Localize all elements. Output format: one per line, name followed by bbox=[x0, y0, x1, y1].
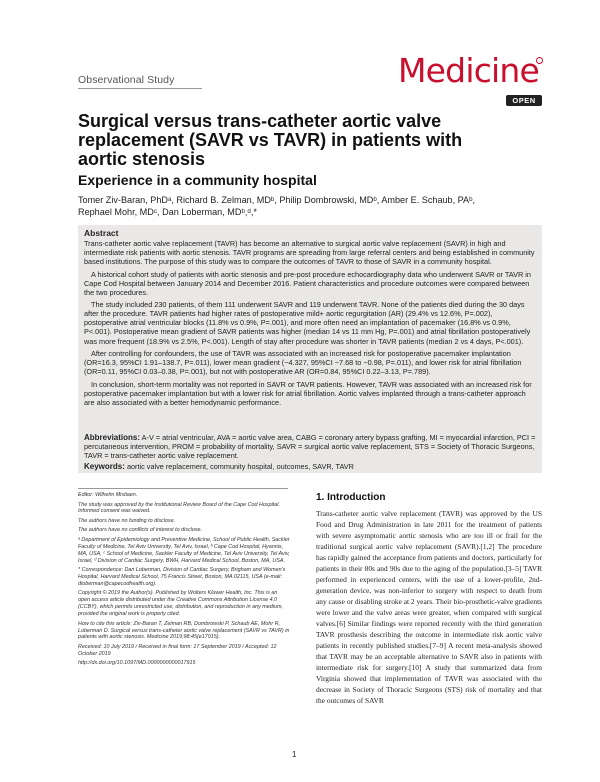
editor-note: Editor: Wilhelm Mistiaen. bbox=[78, 492, 138, 498]
section-divider bbox=[78, 88, 202, 89]
section-label: Observational Study bbox=[78, 74, 175, 86]
abstract-paragraph: In conclusion, short-term mortality was not reported in SAVR or TAVR patients. However, TAVR was associated with an increased risk for postoperative pacemaker implantation but with a lower risk for atrial fibrillation. Aortic valves implanted through a trans-catheter approach are also associated with a better hemodynamic performance. bbox=[84, 379, 532, 407]
article-title: Surgical versus trans-catheter aortic valve replacement (SAVR vs TAVR) in patients with aortic stenosis bbox=[78, 111, 463, 169]
introduction-heading: 1. Introduction bbox=[316, 492, 386, 503]
abbreviations-text: A-V = atrial ventricular, AVA = aortic valve area, CABG = coronary artery bypass grafting, MI = myocardial infarction, PCI = percutaneous intervention, PROM = probability of mortality, SAVR = surgical aortic valve replacement, STS = Society of Thoracic Surgeons, TAVR = trans-catheter aortic valve replacement. bbox=[84, 433, 536, 461]
article-subtitle: Experience in a community hospital bbox=[78, 172, 317, 188]
open-access-badge: OPEN bbox=[506, 95, 542, 106]
funding-note: The authors have no funding to disclose. bbox=[78, 517, 176, 524]
affiliations-note: ᵃ Department of Epidemiology and Preventive Medicine, School of Public Health, Sackler Faculty of Medicine, Tel Aviv University, Tel Aviv, Israel, ᵇ Cape Cod Hospital, Hyannis, MA, USA, ᶜ School of Medicine, Sackler Faculty of Medicine, Tel Aviv University, Tel Aviv, Israel, ᵈ Division of Cardiac Surgery, BWH, Harvard Medical School, Boston, MA, USA. bbox=[78, 536, 290, 564]
article-notes bbox=[78, 492, 290, 670]
authors-line-1: Tomer Ziv-Baran, PhDᵃ, Richard B. Zelman, MDᵇ, Philip Dombrowski, MDᵇ, Amber E. Schaub, PAᵇ, bbox=[78, 195, 476, 205]
abstract-paragraph: After controlling for confounders, the use of TAVR was associated with an increased risk for postoperative pacemaker implantation (OR=16.3, 95%CI 1.91–138.7, P=.011), lower mean gradient (−4.327, 95%CI −7.68 to −0.98, P=.011), and lower risk for atrial fibrillation (OR=0.11, 95%CI 0.03–0.38, P=.001), but not with postoperative AR (OR=0.84, 95%CI 0.22–3.13, P=.789). bbox=[84, 348, 522, 377]
correspondence-note: * Correspondence: Dan Loberman, Division of Cardiac Surgery, Brigham and Women's Hospital, Harvard Medical School, 75 Francis Street, Boston, MA 02115, USA (e-mail: dloberman@capecodhealth.org). bbox=[78, 567, 286, 587]
abstract-heading: Abstract bbox=[84, 228, 119, 238]
keywords bbox=[84, 462, 536, 471]
doi-link[interactable]: http://dx.doi.org/10.1097/MD.0000000000017915 bbox=[78, 660, 196, 667]
authors-line-2: Rephael Mohr, MDᶜ, Dan Loberman, MDᵇ,ᵈ,* bbox=[78, 207, 257, 217]
irb-note: The study was approved by the Institutional Review Board of the Cape Cod Hospital. Informed consent was waived. bbox=[78, 501, 280, 515]
citation-note: How to cite this article: Ziv-Baran T, Zelman RB, Dombrowski P, Schaub AE, Mohr R, Loberman D. Surgical versus trans-catheter aortic valve replacement (SAVR vs TAVR) in patients with aortic stenosis. Medicine 2019;98:45(e17915). bbox=[78, 620, 290, 641]
dates-note: Received: 10 July 2019 / Received in final form: 17 September 2019 / Accepted: 12 October 2019 bbox=[78, 643, 277, 657]
journal-logo: Medicine bbox=[398, 51, 540, 90]
notes-divider bbox=[78, 488, 288, 489]
introduction-text: Trans-catheter aortic valve replacement (TAVR) was approved by the US Food and Drug Administration in late 2011 for the treatment of patients with severe asymptomatic aortic stenosis who are too ill or frail for the traditional surgical aortic valve replacement (SAVR).[1,2] The procedure has rapidly gained the acceptance from patients and doctors, particularly for patients in their 80s and 90s due to the aging of the population.[3–5] TAVR performed in experienced centers, with the use of a lower-profile, 2nd-generation device, was non-inferior to surgery with respect to death from any cause or disabling stroke at 2 years. Their bio-prosthetic-valve gradients were lower and the valve areas were greater, when compared with surgical valves.[6] Similar findings were reported recently with the third generation TAVR prosthesis describing the outcome in intermediate risk aortic valve patients in recently published studies.[7–9] A recent meta-analysis showed that TAVR may be an acceptable alternative to SAVR also in patients with intermediate risk for surgery.[10] A study that summarized data from Virginia showed that implementation of TAVR was associated with the decrease in Society of Thoracic Surgeons (STS) risk of mortality and that the outcomes of SAVR bbox=[316, 509, 542, 705]
copyright-note: Copyright © 2019 the Author(s). Published by Wolters Kluwer Health, Inc. This is an open access article distributed under the Creative Commons Attribution License 4.0 (CCBY), which permits unrestricted use, distribution, and reproduction in any medium, provided the original work is properly cited. bbox=[78, 590, 283, 618]
conflict-note: The authors have no conflicts of interest to disclose. bbox=[78, 527, 203, 534]
abstract-body bbox=[84, 239, 536, 410]
abbreviations bbox=[84, 433, 536, 460]
abbreviations-label: Abbreviations: bbox=[84, 433, 141, 442]
logo-registered-mark bbox=[536, 57, 543, 64]
page-number: 1 bbox=[292, 750, 297, 759]
keywords-label: Keywords: bbox=[84, 462, 125, 471]
abstract-paragraph: The study included 230 patients, of them 111 underwent SAVR and 119 underwent TAVR. None of the patients died during the 30 days after the procedure. TAVR patients had higher rates of postoperative mild+ aortic regurgitation (AR) (29.4% vs 12.6%, P=.002), postoperative atrial ventricular blocks (11.8% vs 0.9%, P=.001), and more often need an implantation of pacemaker (16.8% vs 0.9%, P<.001). Postoperative mean gradient of SAVR patients was higher (median 14 vs 11 mm Hg, P=.001) and atrial fibrillation postoperatively was more frequent (18.9% vs 2.5%, P<.001). Length of stay after procedure was shorter in TAVR patients (median 2 vs 4 days, P<.001). bbox=[84, 300, 531, 346]
abstract-paragraph: A historical cohort study of patients with aortic stenosis and pre-post procedure echocardiography data who underwent SAVR or TAVR in Cape Cod Hospital between January 2014 and December 2016. Patient characteristics and procedure outcomes were compared between the two procedures. bbox=[84, 269, 531, 297]
author-list bbox=[78, 194, 548, 218]
abstract-paragraph: Trans-catheter aortic valve replacement (TAVR) has become an alternative to surgical aortic valve replacement (SAVR) in high and intermediate risk patients with aortic stenosis. TAVR programs are spreading from large referral centers and being established in community based institutions. The purpose of this study was to compare the outcomes of TAVR to those of SAVR in a community hospital. bbox=[84, 239, 535, 267]
keywords-text: aortic valve replacement, community hospital, outcomes, SAVR, TAVR bbox=[126, 462, 354, 471]
